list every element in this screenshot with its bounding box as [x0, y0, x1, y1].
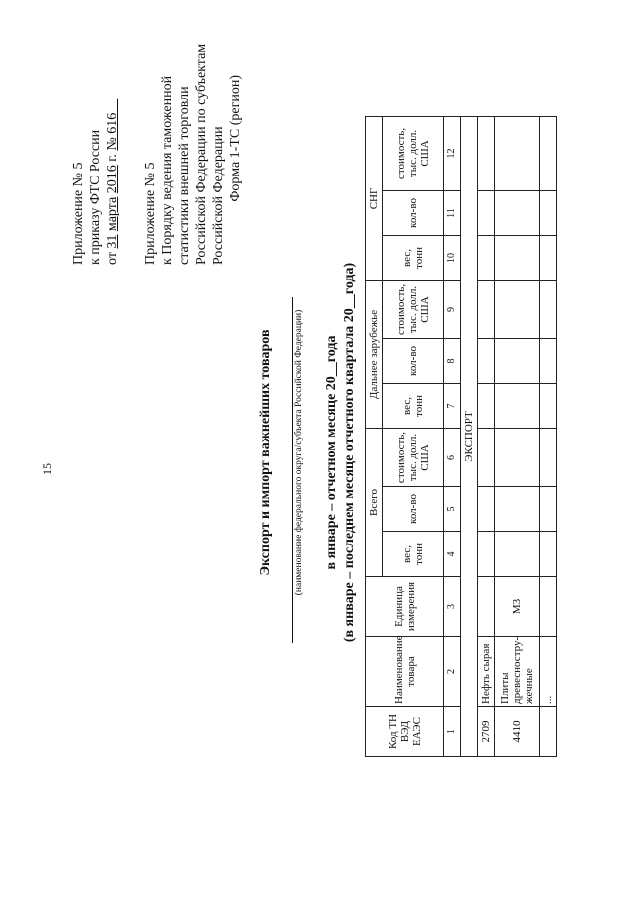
appendix-procedure-line3: статистики внешней торговли: [177, 86, 192, 265]
quarter-subtitle: (в январе – последнем месяце отчетного квартала 20__года): [342, 262, 357, 643]
header-cis-qty: кол-во: [383, 190, 444, 235]
header-code: Код ТН ВЭД ЕАЭС: [366, 707, 444, 757]
column-index: 3: [444, 577, 461, 637]
column-index: 6: [444, 428, 461, 486]
column-index: 9: [444, 280, 461, 338]
cell-empty: [495, 190, 540, 235]
appendix-order-prefix: от: [105, 252, 120, 265]
cell-empty: [540, 280, 557, 338]
appendix-procedure-line5: Российской Федерации: [211, 126, 226, 265]
column-index: 4: [444, 532, 461, 577]
appendix-order-line1: Приложение № 5: [71, 162, 86, 265]
appendix-order-day: 31: [105, 234, 120, 249]
column-index: 1: [444, 707, 461, 757]
appendix-order-year: 2016: [105, 165, 120, 194]
column-index: 11: [444, 190, 461, 235]
appendix-order-line3: [104, 99, 121, 265]
column-index: 12: [444, 116, 461, 190]
appendix-order-block: [70, 99, 121, 265]
column-index: 7: [444, 383, 461, 428]
appendix-procedure-block: [142, 44, 244, 265]
page-number: 15: [40, 463, 54, 475]
cell-empty: [478, 338, 495, 383]
appendix-order-year-suffix: г.: [105, 154, 120, 162]
row-unit: [478, 577, 495, 637]
trade-table: [365, 116, 557, 757]
cell-empty: [495, 532, 540, 577]
header-group-cis: СНГ: [366, 116, 383, 280]
row-name: Плиты древесностру-жечные: [495, 637, 540, 707]
cell-empty: [540, 235, 557, 280]
header-cis-value: стоимость, тыс. долл. США: [383, 116, 444, 190]
row-code: 4410: [495, 707, 540, 757]
cell-empty: [495, 428, 540, 486]
row-code: [540, 707, 557, 757]
cell-empty: [540, 116, 557, 190]
column-index: 8: [444, 338, 461, 383]
form-label: Форма 1-ТС (регион): [228, 75, 243, 202]
cell-empty: [478, 428, 495, 486]
cell-empty: [540, 532, 557, 577]
header-far-qty: кол-во: [383, 338, 444, 383]
cell-empty: [540, 190, 557, 235]
cell-empty: [540, 338, 557, 383]
header-total-qty: кол-во: [383, 487, 444, 532]
cell-empty: [478, 116, 495, 190]
header-far-weight: вес, тонн: [383, 383, 444, 428]
cell-empty: [540, 383, 557, 428]
row-code: 2709: [478, 707, 495, 757]
cell-empty: [495, 383, 540, 428]
header-total-value: стоимость, тыс. долл. США: [383, 428, 444, 486]
cell-empty: [495, 280, 540, 338]
column-index: 10: [444, 235, 461, 280]
cell-empty: [540, 428, 557, 486]
cell-empty: [495, 338, 540, 383]
cell-empty: [478, 280, 495, 338]
appendix-procedure-line4: Российской Федерации по субъектам: [194, 43, 209, 265]
row-unit: М3: [495, 577, 540, 637]
cell-empty: [495, 235, 540, 280]
cell-empty: [478, 383, 495, 428]
appendix-procedure-line1: Приложение № 5: [143, 162, 158, 265]
column-index: 2: [444, 637, 461, 707]
header-unit: Единица измерения: [366, 577, 444, 637]
header-group-total: Всего: [366, 428, 383, 576]
cell-empty: [478, 532, 495, 577]
cell-empty: [478, 235, 495, 280]
section-export: ЭКСПОРТ: [461, 116, 478, 756]
table-row: [540, 116, 557, 756]
row-name: Нефть сырая: [478, 637, 495, 707]
cell-empty: [495, 116, 540, 190]
appendix-order-month: марта: [105, 196, 120, 232]
header-far-value: стоимость, тыс. долл. США: [383, 280, 444, 338]
row-unit: [540, 577, 557, 637]
cell-empty: [495, 487, 540, 532]
page-title: Экспорт и импорт важнейших товаров: [258, 329, 273, 576]
header-name: Наименование товара: [366, 637, 444, 707]
header-group-far: Дальнее зарубежье: [366, 280, 383, 428]
column-index: 5: [444, 487, 461, 532]
table-row: [495, 116, 540, 756]
appendix-procedure-line2: к Порядку ведения таможенной: [160, 75, 175, 265]
period-subtitle: в январе – отчетном месяце 20__года: [324, 335, 339, 570]
appendix-order-line2: к приказу ФТС России: [88, 129, 103, 265]
appendix-order-number: № 616: [105, 112, 120, 151]
cell-empty: [540, 487, 557, 532]
header-cis-weight: вес, тонн: [383, 235, 444, 280]
table-row: [478, 116, 495, 756]
cell-empty: [478, 190, 495, 235]
cell-empty: [478, 487, 495, 532]
district-underline: [292, 297, 293, 643]
row-name: ...: [540, 637, 557, 707]
header-total-weight: вес, тонн: [383, 532, 444, 577]
district-caption: (наименование федерального округа/субъекта Российской Федерации): [294, 309, 304, 596]
